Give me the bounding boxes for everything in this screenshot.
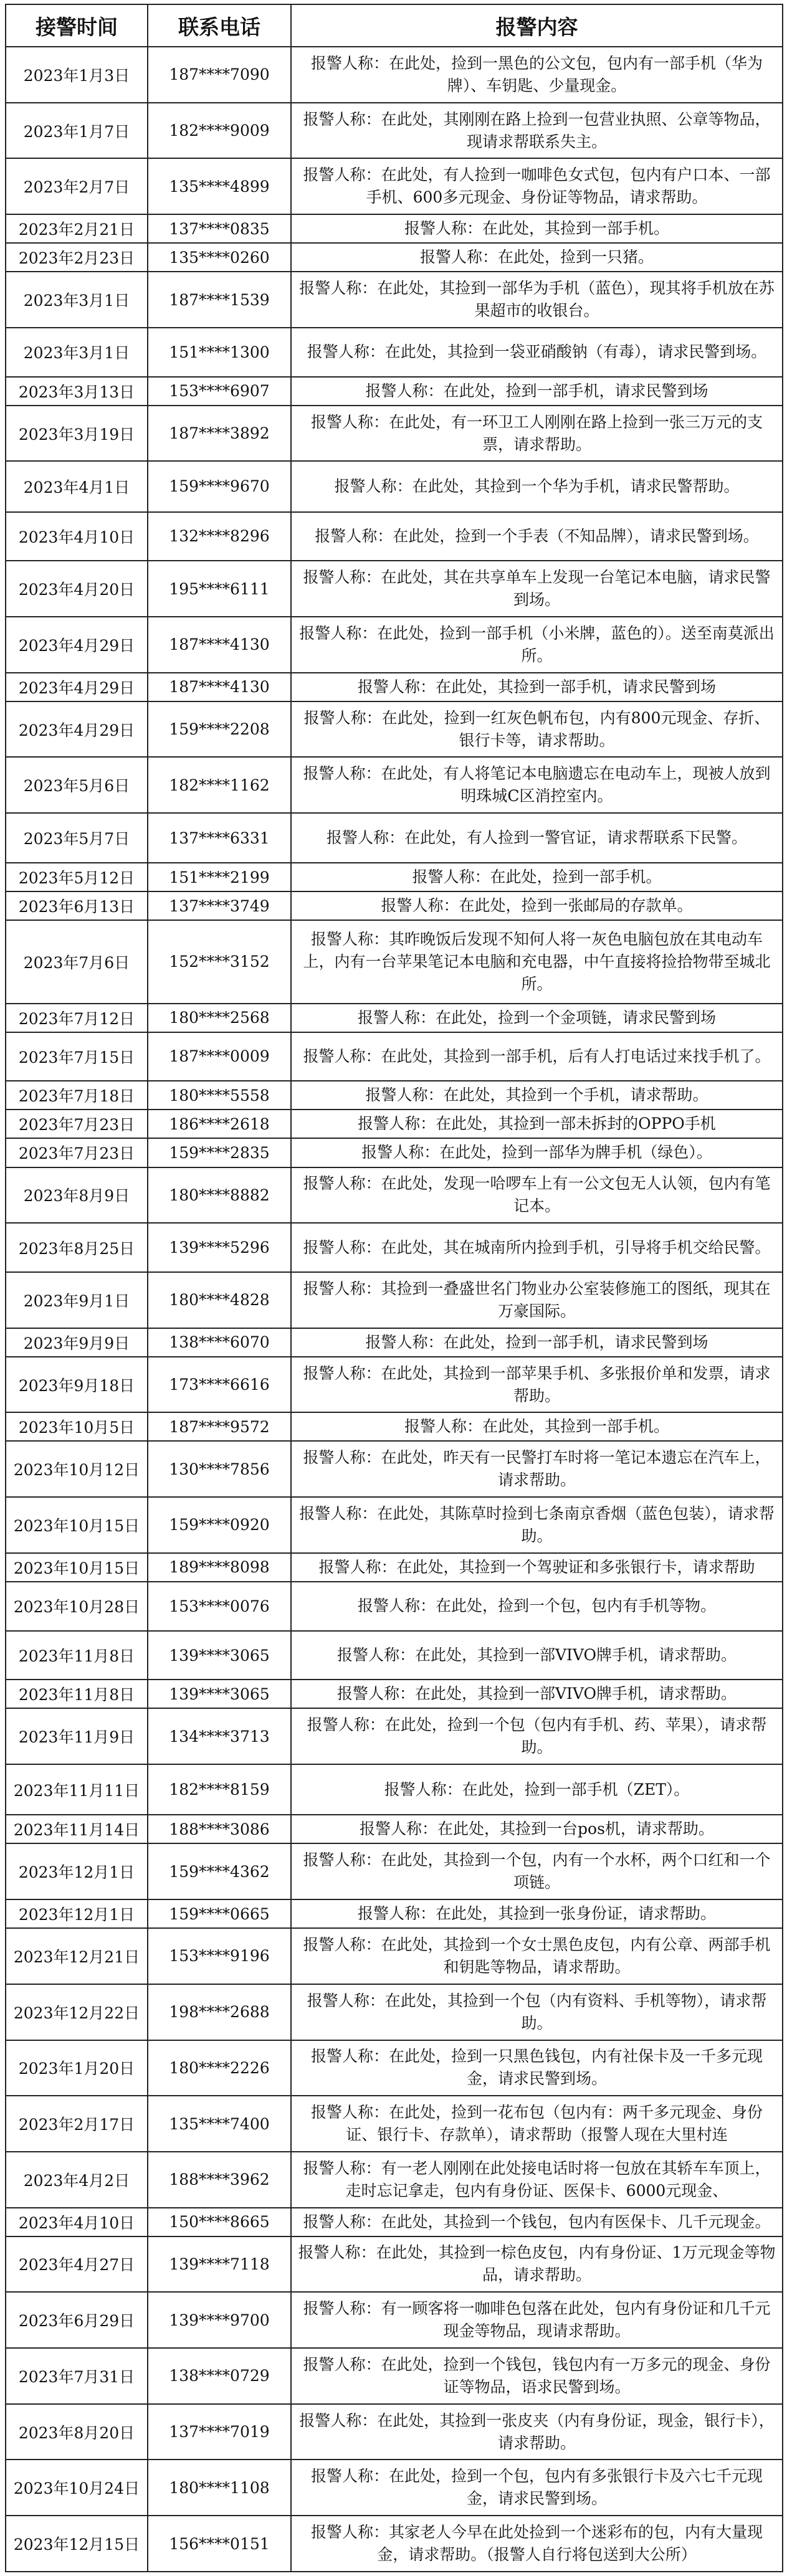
phone-cell: 187****4130 <box>148 617 291 673</box>
content-cell: 报警人称：在此处，其捡到一个驾驶证和多张银行卡，请求帮助 <box>291 1553 783 1582</box>
table-row <box>6 1138 783 1167</box>
date-cell: 2023年7月31日 <box>6 2348 148 2404</box>
date-cell: 2023年4月20日 <box>6 561 148 617</box>
content-cell: 报警人称：在此处，其捡到一个包（内有资料、手机等物），请求帮助。 <box>291 1984 783 2040</box>
date-cell: 2023年4月29日 <box>6 673 148 701</box>
table-row <box>6 461 783 511</box>
date-cell: 2023年1月7日 <box>6 103 148 159</box>
content-cell: 报警人称：在此处，其捡到一部未拆封的OPPO手机 <box>291 1110 783 1138</box>
date-cell: 2023年12月22日 <box>6 1984 148 2040</box>
phone-cell: 138****6070 <box>148 1328 291 1357</box>
content-cell: 报警人称：在此处，其捡到一部VIVO牌手机，请求帮助。 <box>291 1631 783 1680</box>
date-cell: 2023年11月8日 <box>6 1631 148 1680</box>
table-row <box>6 813 783 863</box>
phone-cell: 135****4899 <box>148 158 291 214</box>
date-cell: 2023年4月27日 <box>6 2236 148 2293</box>
phone-cell: 139****5296 <box>148 1223 291 1272</box>
date-cell: 2023年7月23日 <box>6 1110 148 1138</box>
date-cell: 2023年7月15日 <box>6 1032 148 1081</box>
date-cell: 2023年4月10日 <box>6 512 148 561</box>
table-row <box>6 1081 783 1110</box>
table-row <box>6 243 783 272</box>
phone-cell: 130****7856 <box>148 1441 291 1497</box>
phone-cell: 139****9700 <box>148 2292 291 2348</box>
date-cell: 2023年3月1日 <box>6 272 148 328</box>
content-cell: 报警人称：在此处，其捡到一部VIVO牌手机，请求帮助。 <box>291 1680 783 1708</box>
table-row <box>6 2460 783 2516</box>
date-cell: 2023年6月29日 <box>6 2292 148 2348</box>
date-cell: 2023年5月6日 <box>6 757 148 813</box>
table-row <box>6 2348 783 2404</box>
phone-cell: 135****0260 <box>148 243 291 272</box>
table-row <box>6 920 783 1003</box>
table-row <box>6 1553 783 1582</box>
date-cell: 2023年3月1日 <box>6 328 148 377</box>
phone-cell: 182****8159 <box>148 1764 291 1815</box>
content-cell: 报警人称：在此处，捡到一张邮局的存款单。 <box>291 891 783 920</box>
table-row <box>6 2096 783 2152</box>
content-cell: 报警人称：在此处，捡到一部手机，请求民警到场 <box>291 377 783 406</box>
phone-cell: 159****2208 <box>148 701 291 758</box>
phone-cell: 187****7090 <box>148 47 291 103</box>
phone-cell: 151****2199 <box>148 863 291 891</box>
table-row <box>6 103 783 159</box>
table-row <box>6 1764 783 1815</box>
header-content: 报警内容 <box>291 4 783 47</box>
table-row <box>6 1899 783 1928</box>
table-row <box>6 1815 783 1843</box>
content-cell: 报警人称：在此处，其捡到一部手机，后有人打电话过来找手机了。 <box>291 1032 783 1081</box>
table-row <box>6 1357 783 1413</box>
content-cell: 报警人称：在此处，有人捡到一警官证，请求帮联系下民警。 <box>291 813 783 863</box>
table-row <box>6 701 783 758</box>
date-cell: 2023年10月24日 <box>6 2460 148 2516</box>
table-body <box>6 47 783 2572</box>
phone-cell: 159****0665 <box>148 1899 291 1928</box>
table-row <box>6 1412 783 1441</box>
table-row <box>6 1441 783 1497</box>
phone-cell: 156****0151 <box>148 2516 291 2572</box>
date-cell: 2023年7月6日 <box>6 920 148 1003</box>
header-phone: 联系电话 <box>148 4 291 47</box>
content-cell: 报警人称：在此处，其捡到一个钱包，包内有医保卡、几千元现金。 <box>291 2208 783 2236</box>
phone-cell: 180****1108 <box>148 2460 291 2516</box>
content-cell: 报警人称：在此处，其捡到一部手机。 <box>291 1412 783 1441</box>
date-cell: 2023年8月25日 <box>6 1223 148 1272</box>
table-row <box>6 891 783 920</box>
phone-cell: 187****3892 <box>148 406 291 462</box>
content-cell: 报警人称：有一顾客将一咖啡色包落在此处，包内有身份证和几千元现金等物品，现请求帮助。 <box>291 2292 783 2348</box>
date-cell: 2023年10月12日 <box>6 1441 148 1497</box>
date-cell: 2023年5月12日 <box>6 863 148 891</box>
phone-cell: 182****9009 <box>148 103 291 159</box>
phone-cell: 198****2688 <box>148 1984 291 2040</box>
content-cell: 报警人称：在此处，捡到一个钱包，钱包内有一万多元的现金、身份证等物品，语求民警到场。 <box>291 2348 783 2404</box>
table-row <box>6 2516 783 2572</box>
phone-cell: 150****8665 <box>148 2208 291 2236</box>
content-cell: 报警人称：在此处，捡到一部手机，请求民警到场 <box>291 1328 783 1357</box>
content-cell: 报警人称：在此处，其刚刚在路上捡到一包营业执照、公章等物品，现请求帮联系失主。 <box>291 103 783 159</box>
phone-cell: 137****3749 <box>148 891 291 920</box>
phone-cell: 189****8098 <box>148 1553 291 1582</box>
table-row <box>6 2040 783 2096</box>
content-cell: 报警人称：在此处，其捡到一棕色皮包，内有身份证、1万元现金等物品，请求帮助。 <box>291 2236 783 2293</box>
content-cell: 报警人称：在此处，捡到一个包，包内有多张银行卡及六七千元现金，请求民警到场。 <box>291 2460 783 2516</box>
header-time: 接警时间 <box>6 4 148 47</box>
content-cell: 报警人称：在此处，其在城南所内捡到手机，引导将手机交给民警。 <box>291 1223 783 1272</box>
content-cell: 报警人称：在此处，捡到一部手机（小米牌，蓝色的）。送至南莫派出所。 <box>291 617 783 673</box>
phone-cell: 137****7019 <box>148 2404 291 2460</box>
date-cell: 2023年12月1日 <box>6 1899 148 1928</box>
phone-cell: 180****2226 <box>148 2040 291 2096</box>
table-row <box>6 1110 783 1138</box>
table-row <box>6 2236 783 2293</box>
content-cell: 报警人称：在此处，捡到一黑色的公文包，包内有一部手机（华为牌）、车钥匙、少量现金。 <box>291 47 783 103</box>
phone-cell: 139****7118 <box>148 2236 291 2293</box>
phone-cell: 135****7400 <box>148 2096 291 2152</box>
table-row <box>6 863 783 891</box>
content-cell: 报警人称：在此处，其捡到一台pos机，请求帮助。 <box>291 1815 783 1843</box>
content-cell: 报警人称：其昨晚饭后发现不知何人将一灰色电脑包放在其电动车上，内有一台苹果笔记本电脑和充电器，中午直接将捡拾物带至城北所。 <box>291 920 783 1003</box>
date-cell: 2023年11月9日 <box>6 1708 148 1764</box>
date-cell: 2023年11月14日 <box>6 1815 148 1843</box>
date-cell: 2023年2月17日 <box>6 2096 148 2152</box>
content-cell: 报警人称：在此处，其捡到一部手机。 <box>291 214 783 243</box>
content-cell: 报警人称：在此处，其捡到一部华为手机（蓝色），现其将手机放在苏果超市的收银台。 <box>291 272 783 328</box>
phone-cell: 180****2568 <box>148 1004 291 1032</box>
date-cell: 2023年4月10日 <box>6 2208 148 2236</box>
table-row <box>6 561 783 617</box>
content-cell: 报警人称：在此处，其捡到一个包，内有一个水杯，两个口红和一个项链。 <box>291 1843 783 1899</box>
content-cell: 报警人称：在此处，其捡到一袋亚硝酸钠（有毒），请求民警到场。 <box>291 328 783 377</box>
date-cell: 2023年9月9日 <box>6 1328 148 1357</box>
table-row <box>6 377 783 406</box>
phone-cell: 187****1539 <box>148 272 291 328</box>
phone-cell: 139****3065 <box>148 1631 291 1680</box>
content-cell: 报警人称：在此处，其捡到一个华为手机，请求民警帮助。 <box>291 461 783 511</box>
content-cell: 报警人称：有一老人刚刚在此处接电话时将一包放在其轿车车顶上，走时忘记拿走，包内有身份证、医保卡、6000元现金、 <box>291 2152 783 2208</box>
content-cell: 报警人称：在此处，其捡到一个女士黑色皮包，内有公章、两部手机和钥匙等物品，请求帮助。 <box>291 1928 783 1984</box>
date-cell: 2023年12月21日 <box>6 1928 148 1984</box>
date-cell: 2023年3月19日 <box>6 406 148 462</box>
date-cell: 2023年5月7日 <box>6 813 148 863</box>
table-row <box>6 1928 783 1984</box>
phone-cell: 182****1162 <box>148 757 291 813</box>
table-row <box>6 214 783 243</box>
date-cell: 2023年6月13日 <box>6 891 148 920</box>
date-cell: 2023年4月29日 <box>6 617 148 673</box>
phone-cell: 180****5558 <box>148 1081 291 1110</box>
table-row <box>6 2292 783 2348</box>
table-row <box>6 406 783 462</box>
content-cell: 报警人称：在此处，其捡到一张皮夹（内有身份证，现金，银行卡），请求帮助。 <box>291 2404 783 2460</box>
date-cell: 2023年12月15日 <box>6 2516 148 2572</box>
content-cell: 报警人称：在此处，其在共享单车上发现一台笔记本电脑，请求民警到场。 <box>291 561 783 617</box>
date-cell: 2023年1月20日 <box>6 2040 148 2096</box>
content-cell: 报警人称：在此处，捡到一部手机（ZET）。 <box>291 1764 783 1815</box>
phone-cell: 159****4362 <box>148 1843 291 1899</box>
phone-cell: 132****8296 <box>148 512 291 561</box>
phone-cell: 173****6616 <box>148 1357 291 1413</box>
content-cell: 报警人称：在此处，其捡到一个手机，请求帮助。 <box>291 1081 783 1110</box>
content-cell: 报警人称：在此处，捡到一只黑色钱包，内有社保卡及一千多元现金，请求民警到场。 <box>291 2040 783 2096</box>
phone-cell: 195****6111 <box>148 561 291 617</box>
table-row <box>6 617 783 673</box>
content-cell: 报警人称：在此处，有人将笔记本电脑遗忘在电动车上，现被人放到明珠城C区消控室内。 <box>291 757 783 813</box>
content-cell: 报警人称：在此处，捡到一花布包（包内有：两千多元现金、身份证、银行卡、存款单），请求帮助（报警人现在大里村连 <box>291 2096 783 2152</box>
phone-cell: 153****6907 <box>148 377 291 406</box>
content-cell: 报警人称：在此处，其捡到一张身份证，请求帮助。 <box>291 1899 783 1928</box>
table-row <box>6 512 783 561</box>
phone-cell: 187****9572 <box>148 1412 291 1441</box>
date-cell: 2023年2月21日 <box>6 214 148 243</box>
table-row <box>6 1004 783 1032</box>
content-cell: 报警人称：在此处，有人捡到一咖啡色女式包，包内有户口本、一部手机、600多元现金、身份证等物品，请求帮助。 <box>291 158 783 214</box>
content-cell: 报警人称：在此处，其捡到一部苹果手机、多张报价单和发票，请求帮助。 <box>291 1357 783 1413</box>
table-row <box>6 1032 783 1081</box>
phone-cell: 153****0076 <box>148 1582 291 1631</box>
phone-cell: 187****4130 <box>148 673 291 701</box>
content-cell: 报警人称：在此处，有一环卫工人刚刚在路上捡到一张三万元的支票，请求帮助。 <box>291 406 783 462</box>
content-cell: 报警人称：在此处，捡到一只猪。 <box>291 243 783 272</box>
phone-cell: 137****6331 <box>148 813 291 863</box>
table-row <box>6 1843 783 1899</box>
table-row <box>6 1167 783 1224</box>
date-cell: 2023年11月8日 <box>6 1680 148 1708</box>
table-row <box>6 757 783 813</box>
table-row <box>6 272 783 328</box>
table-row <box>6 1497 783 1553</box>
date-cell: 2023年7月12日 <box>6 1004 148 1032</box>
content-cell: 报警人称：在此处，捡到一红灰色帆布包，内有800元现金、存折、银行卡等，请求帮助。 <box>291 701 783 758</box>
date-cell: 2023年10月5日 <box>6 1412 148 1441</box>
table-row <box>6 1680 783 1708</box>
date-cell: 2023年1月3日 <box>6 47 148 103</box>
table-row <box>6 1223 783 1272</box>
date-cell: 2023年12月1日 <box>6 1843 148 1899</box>
date-cell: 2023年2月7日 <box>6 158 148 214</box>
content-cell: 报警人称：在此处，捡到一部华为牌手机（绿色）。 <box>291 1138 783 1167</box>
table-row <box>6 47 783 103</box>
phone-cell: 134****3713 <box>148 1708 291 1764</box>
date-cell: 2023年9月1日 <box>6 1272 148 1328</box>
content-cell: 报警人称：在此处，捡到一部手机。 <box>291 863 783 891</box>
content-cell: 报警人称：在此处，昨天有一民警打车时将一笔记本遗忘在汽车上，请求帮助。 <box>291 1441 783 1497</box>
content-cell: 报警人称：其家老人今早在此处捡到一个迷彩布的包，内有大量现金，请求帮助。（报警人自行将包送到大公所） <box>291 2516 783 2572</box>
table-row <box>6 2404 783 2460</box>
date-cell: 2023年10月28日 <box>6 1582 148 1631</box>
date-cell: 2023年10月15日 <box>6 1497 148 1553</box>
date-cell: 2023年2月23日 <box>6 243 148 272</box>
phone-cell: 159****0920 <box>148 1497 291 1553</box>
phone-cell: 151****1300 <box>148 328 291 377</box>
table-row <box>6 158 783 214</box>
date-cell: 2023年4月1日 <box>6 461 148 511</box>
content-cell: 报警人称：其捡到一叠盛世名门物业办公室装修施工的图纸，现其在万豪国际。 <box>291 1272 783 1328</box>
phone-cell: 180****8882 <box>148 1167 291 1224</box>
table-row <box>6 1582 783 1631</box>
phone-cell: 159****2835 <box>148 1138 291 1167</box>
content-cell: 报警人称：在此处，捡到一个包（包内有手机、药、苹果），请求帮助。 <box>291 1708 783 1764</box>
phone-cell: 180****4828 <box>148 1272 291 1328</box>
phone-cell: 138****0729 <box>148 2348 291 2404</box>
table-row <box>6 1272 783 1328</box>
date-cell: 2023年7月18日 <box>6 1081 148 1110</box>
date-cell: 2023年3月13日 <box>6 377 148 406</box>
date-cell: 2023年11月11日 <box>6 1764 148 1815</box>
table-row <box>6 1708 783 1764</box>
table-row <box>6 2152 783 2208</box>
content-cell: 报警人称：在此处，捡到一个包，包内有手机等物。 <box>291 1582 783 1631</box>
date-cell: 2023年8月9日 <box>6 1167 148 1224</box>
phone-cell: 186****2618 <box>148 1110 291 1138</box>
date-cell: 2023年4月2日 <box>6 2152 148 2208</box>
content-cell: 报警人称：在此处，其陈草时捡到七条南京香烟（蓝色包装），请求帮助。 <box>291 1497 783 1553</box>
phone-cell: 159****9670 <box>148 461 291 511</box>
header-row <box>6 4 783 47</box>
phone-cell: 152****3152 <box>148 920 291 1003</box>
date-cell: 2023年9月18日 <box>6 1357 148 1413</box>
phone-cell: 188****3086 <box>148 1815 291 1843</box>
phone-cell: 188****3962 <box>148 2152 291 2208</box>
table-header <box>6 4 783 47</box>
date-cell: 2023年7月23日 <box>6 1138 148 1167</box>
content-cell: 报警人称：在此处，捡到一个金项链，请求民警到场 <box>291 1004 783 1032</box>
phone-cell: 187****0009 <box>148 1032 291 1081</box>
table-row <box>6 1328 783 1357</box>
phone-cell: 139****3065 <box>148 1680 291 1708</box>
content-cell: 报警人称：在此处，捡到一个手表（不知品牌），请求民警到场。 <box>291 512 783 561</box>
table-row <box>6 1984 783 2040</box>
records-table <box>5 4 783 2572</box>
content-cell: 报警人称：在此处，其捡到一部手机，请求民警到场 <box>291 673 783 701</box>
phone-cell: 153****9196 <box>148 1928 291 1984</box>
phone-cell: 137****0835 <box>148 214 291 243</box>
content-cell: 报警人称：在此处，发现一哈啰车上有一公文包无人认领，包内有笔记本。 <box>291 1167 783 1224</box>
table-row <box>6 673 783 701</box>
table-row <box>6 1631 783 1680</box>
date-cell: 2023年8月20日 <box>6 2404 148 2460</box>
table-row <box>6 2208 783 2236</box>
date-cell: 2023年10月15日 <box>6 1553 148 1582</box>
table-row <box>6 328 783 377</box>
date-cell: 2023年4月29日 <box>6 701 148 758</box>
